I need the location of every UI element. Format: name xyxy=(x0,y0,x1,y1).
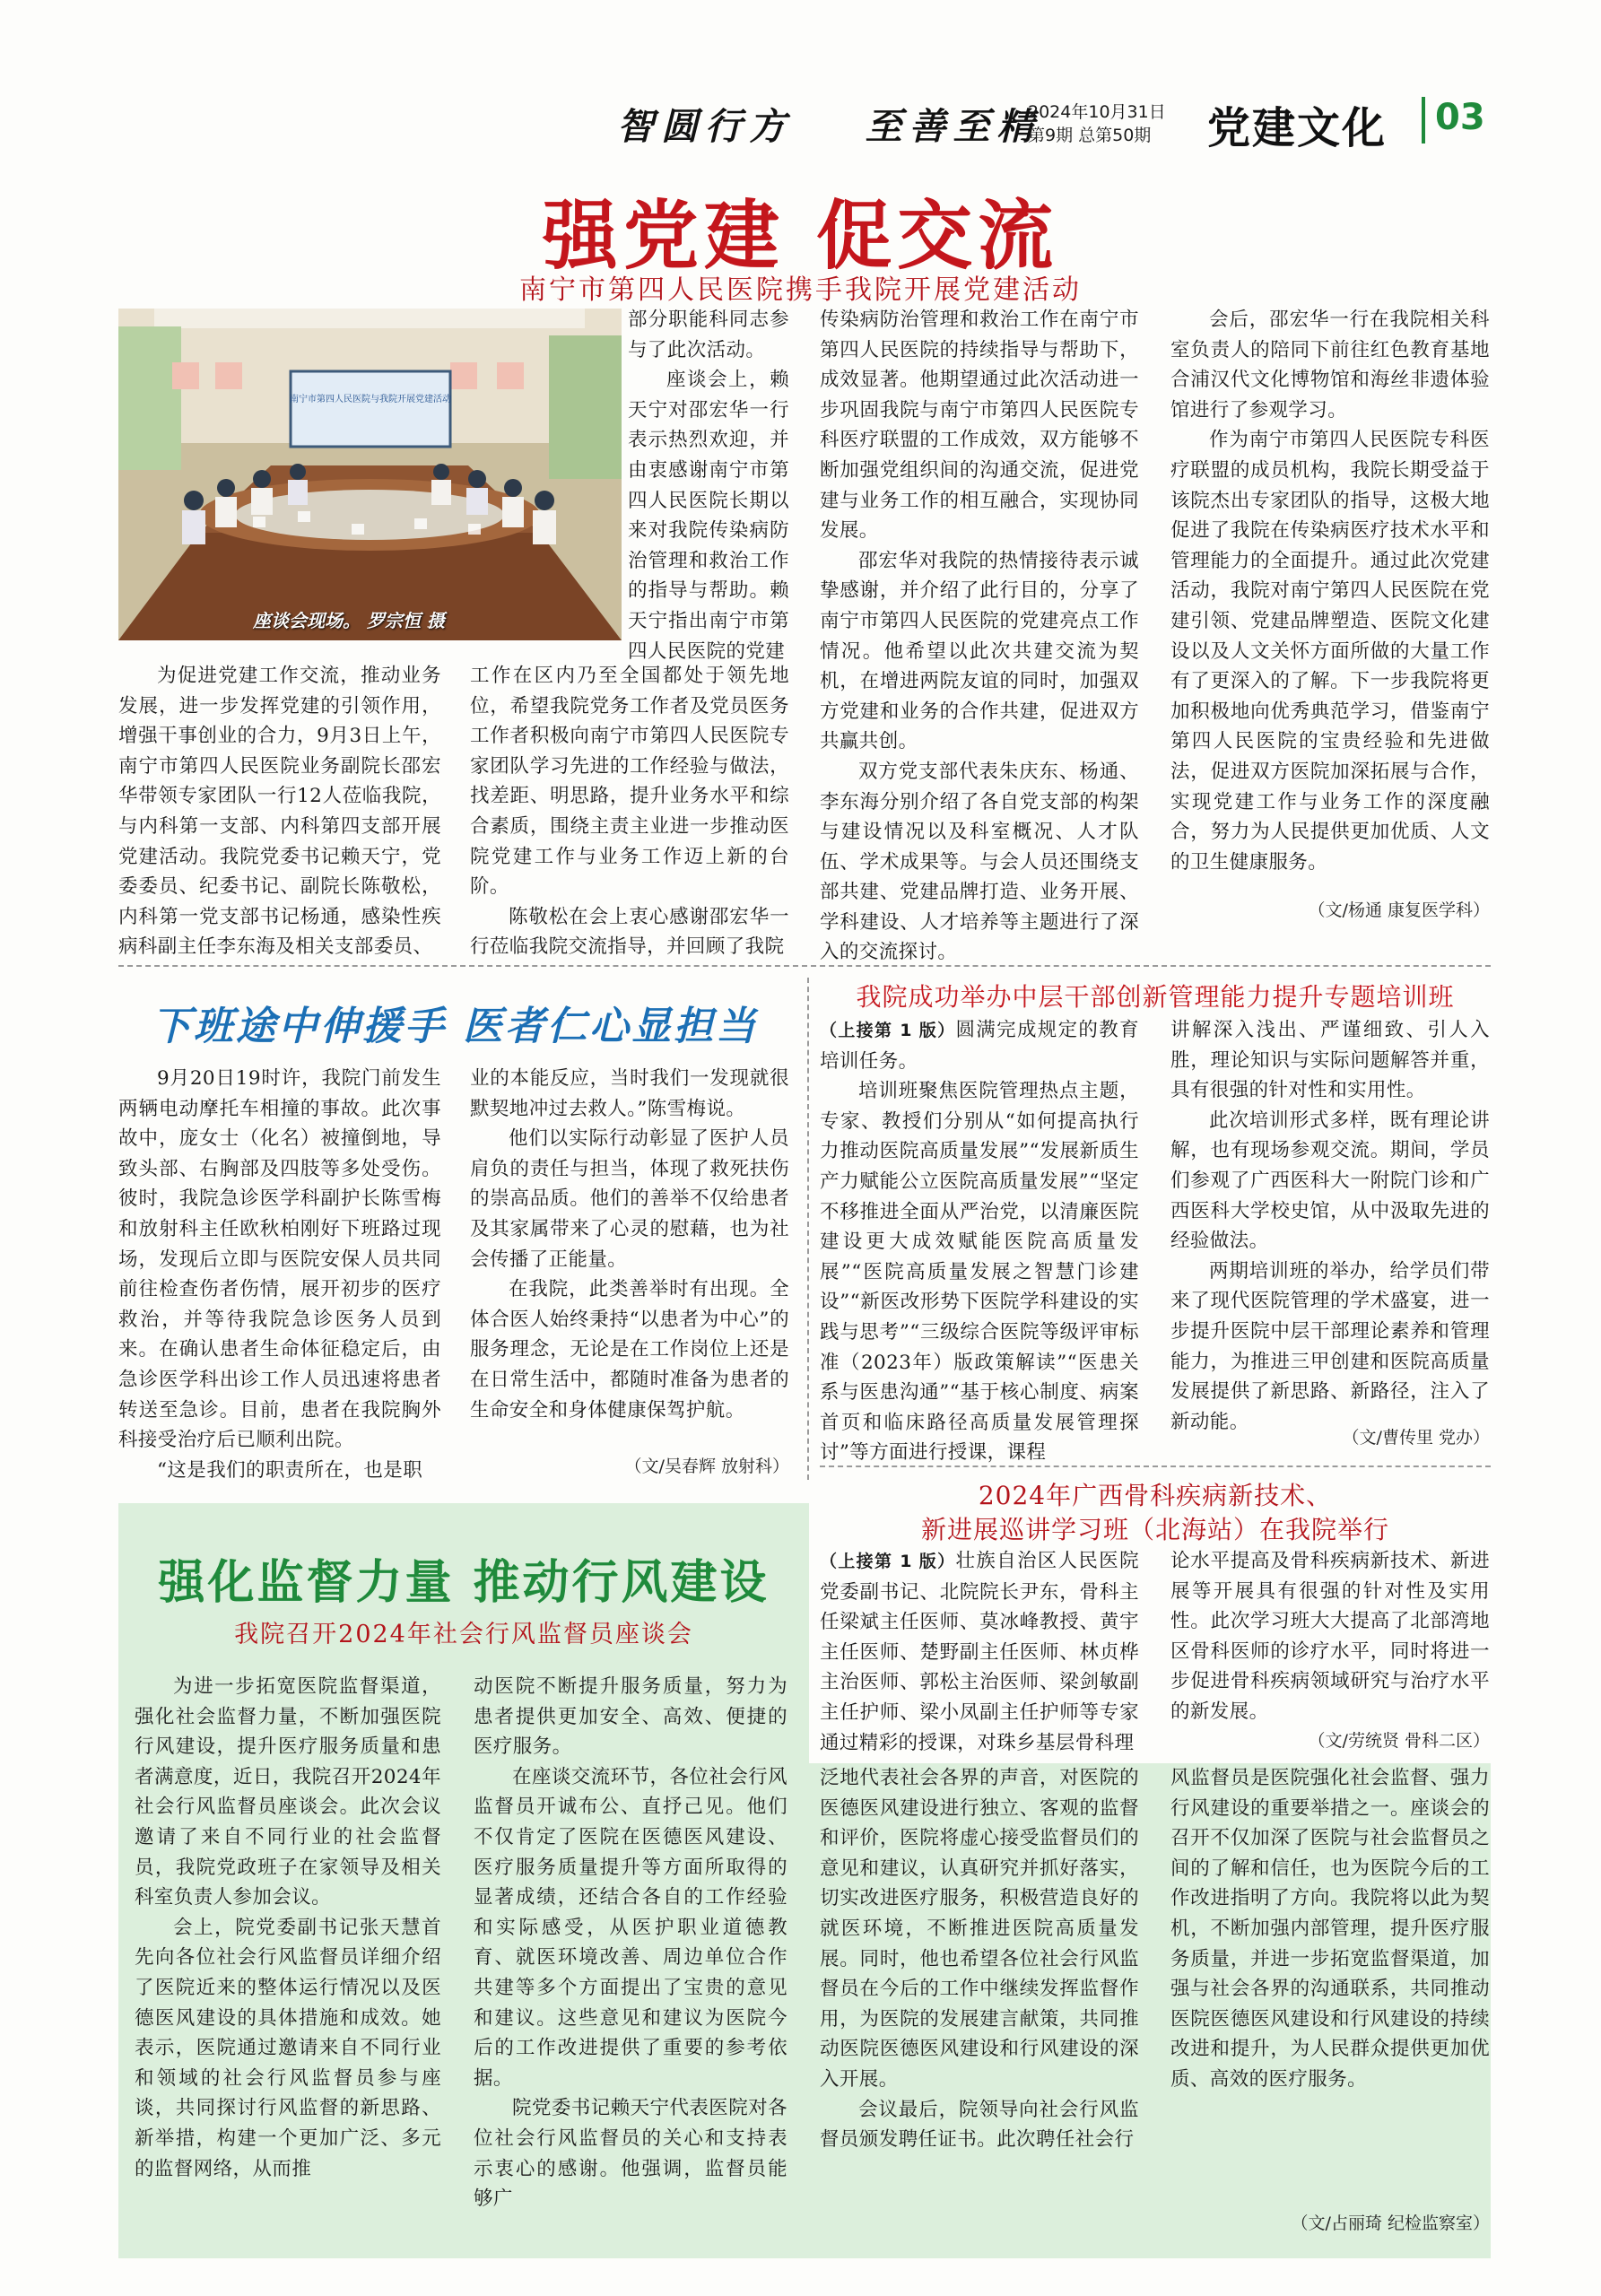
article2-paragraph: 业的本能反应，当时我们一发现就很默契地冲过去救人。”陈雪梅说。 xyxy=(470,1067,789,1120)
article2-paragraph: 在我院，此类善举时有出现。全体合医人始终秉持“以患者为中心”的服务理念，无论是在工作岗位上还是在日常生活中，都随时准备为患者的生命安全和身体健康保驾护航。 xyxy=(470,1278,789,1422)
article5-paragraph: 为进一步拓宽医院监督渠道，强化社会监督力量，不断加强医院行风建设，提升医疗服务质量和患者满意度，近日，我院召开2024年社会行风监督员座谈会。此次会议邀请了来自不同行业的社会监督员，我院党政班子在家领导及相关科室负责人参加会议。 xyxy=(135,1675,441,1909)
article2-col2 xyxy=(470,1064,789,1440)
article4-title-line2: 新进展巡讲学习班（北海站）在我院举行 xyxy=(920,1515,1389,1544)
article1-paragraph: 座谈会上，赖天宁对邵宏华一行表示热烈欢迎，并由衷感谢南宁市第四人民医院长期以来对我院传染病防治管理和救治工作的指导与帮助。赖天宁指出南宁市第四人民医院的党建 xyxy=(628,369,789,663)
article5-col1 xyxy=(135,1672,441,2255)
article5-col2 xyxy=(474,1672,787,2255)
masthead-slogan xyxy=(617,97,1041,150)
article5-credit: （文/占丽琦 纪检监察室） xyxy=(1291,2213,1490,2233)
article1-col3 xyxy=(820,305,1139,964)
article4-paragraph: 论水平提高及骨科疾病新技术、新进展等开展具有很强的针对性及实用性。此次学习班大大提高了北部湾地区骨科医师的诊疗水平，同时将进一步促进骨科疾病领域研究与治疗水平的新发展。 xyxy=(1170,1550,1490,1723)
article2-title: 下班途中伸援手 医者仁心显担当 xyxy=(151,1004,759,1049)
article4-lead-text: 壮族自治区人民医院党委副书记、北院院长尹东，骨科主任梁斌主任医师、莫冰峰教授、黄宇主任医师、楚野副主任医师、林贞桦主治医师、郭松主治医师、梁剑敏副主任护师、梁小凤副主任护师等专家通过精彩的授课，对珠乡基层骨科理 xyxy=(820,1550,1139,1754)
article5-col4 xyxy=(1170,1763,1490,2176)
article3-credit: （文/曹传里 党办） xyxy=(1342,1428,1490,1448)
article3-paragraph: 讲解深入浅出、严谨细致、引人入胜，理论知识与实际问题解答并重，具有很强的针对性和实用性。 xyxy=(1170,1019,1490,1102)
article1-paragraph: 为促进党建工作交流，推动业务发展，进一步发挥党建的引领作用，增强干事创业的合力，9月3日上午，南宁市第四人民医院业务副院长邵宏华带领专家团队一行12人莅临我院，与内科第一支部、内科第四支部开展党建活动。我院党委书记赖天宁，党委委员、纪委书记、副院长陈敬松，内科第一党支部书记杨通，感染性疾病科副主任李东海及相关支部委员、 xyxy=(118,665,441,959)
meeting-photo-illustration xyxy=(118,309,622,640)
divider-horizontal-2 xyxy=(820,1465,1491,1467)
article2-paragraph: 他们以实际行动彰显了医护人员肩负的责任与担当，体现了救死扶伤的崇高品质。他们的善举不仅给患者及其家属带来了心灵的慰藉，也为社会传播了正能量。 xyxy=(470,1127,789,1271)
article2-col1 xyxy=(118,1064,441,1485)
slogan-2: 至善至精 xyxy=(865,105,1041,148)
article4-col1 xyxy=(820,1546,1139,1761)
masthead xyxy=(0,0,1601,166)
article4-col2 xyxy=(1170,1546,1490,1723)
article5-paragraph: 泛地代表社会各界的声音，对医院的医德医风建设进行独立、客观的监督和评价，医院将虚心接受监督员们的意见和建议，认真研究并抓好落实，切实改进医疗服务，积极营造良好的就医环境，不断推进医院高质量发展。同时，他也希望各位社会行风监督员在今后的工作中继续发挥监督作用，为医院的发展建言献策，共同推动医院医德医风建设和行风建设的深入开展。 xyxy=(820,1767,1139,2091)
masthead-divider xyxy=(1422,97,1425,144)
article3-col2 xyxy=(1170,1015,1490,1433)
article3-paragraph: 此次培训形式多样，既有理论讲解，也有现场参观交流。期间，学员们参观了广西医科大一附院门诊和广西医科大学校史馆，从中汲取先进的经验做法。 xyxy=(1170,1109,1490,1253)
article2-paragraph: 9月20日19时许，我院门前发生两辆电动摩托车相撞的事故。此次事故中，庞女士（化名）被撞倒地，导致头部、右胸部及四肢等多处受伤。彼时，我院急诊医学科副护长陈雪梅和放射科主任欧秋柏刚好下班路过现场，发现后立即与医院安保人员共同前往检查伤者伤情，展开初步的医疗救治，并等待我院急诊医务人员到来。在确认患者生命体征稳定后，由急诊医学科出诊工作人员迅速将患者转送至急诊。目前，患者在我院胸外科接受治疗后已顺利出院。 xyxy=(118,1067,441,1452)
article1-title: 强党建 促交流 xyxy=(542,192,1059,280)
article1-paragraph: 部分职能科同志参与了此次活动。 xyxy=(628,309,789,361)
article3-paragraph: 两期培训班的举办，给学员们带来了现代医院管理的学术盛宴，进一步提升医院中层干部理论素养和管理能力，为推进三甲创建和医院高质量发展提供了新思路、新路径，注入了新动能。 xyxy=(1170,1259,1490,1433)
article5-paragraph: 院党委书记赖天宁代表医院对各位社会行风监督员的关心和支持表示衷心的感谢。他强调，监督员能够广 xyxy=(474,2097,787,2211)
article1-paragraph: 陈敬松在会上衷心感谢邵宏华一行莅临我院交流指导，并回顾了我院 xyxy=(470,905,789,959)
article4-title-line1: 2024年广西骨科疾病新技术、 xyxy=(978,1481,1333,1510)
article3-lead-text: 圆满完成规定的教育培训任务。 xyxy=(820,1019,1139,1073)
article3-col1 xyxy=(820,1015,1139,1465)
section-name: 党建文化 xyxy=(1207,103,1388,153)
article5-subtitle: 我院召开2024年社会行风监督员座谈会 xyxy=(234,1621,693,1648)
article1-col1-bottom xyxy=(118,661,441,957)
article1-subtitle: 南宁市第四人民医院携手我院开展党建活动 xyxy=(519,274,1082,306)
article5-paragraph: 在座谈交流环节，各位社会行风监督员开诚布公、直抒己见。他们不仅肯定了医院在医德医风建设、医疗服务质量提升等方面所取得的显著成绩，还结合各自的工作经验和实际感受，从医护职业道德教育、就医环境改善、周边单位合作共建等多个方面提出了宝贵的意见和建议。这些意见和建议为医院今后的工作改进提供了重要的参考依据。 xyxy=(474,1765,787,2090)
article3-lead: （上接第 1 版） xyxy=(820,1021,956,1040)
article2-paragraph: “这是我们的职责所在，也是职 xyxy=(157,1458,423,1482)
article1-paragraph: 会后，邵宏华一行在我院相关科室负责人的陪同下前往红色教育基地合浦汉代文化博物馆和海丝非遗体验馆进行了参观学习。 xyxy=(1170,309,1490,422)
issue-date: 2024年10月31日 xyxy=(1028,102,1166,122)
article4-paragraph xyxy=(820,1546,1139,1758)
article1-photo xyxy=(118,309,622,640)
photo-screen-text: 南宁市第四人民医院与我院开展党建活动 xyxy=(290,395,451,404)
slogan-1: 智圆行方 xyxy=(617,105,793,148)
article4-lead: （上接第 1 版） xyxy=(820,1552,956,1571)
article1-credit: （文/杨通 康复医学科） xyxy=(1308,900,1490,920)
divider-vertical xyxy=(807,978,809,1480)
issue-number: 第9期 总第50期 xyxy=(1028,126,1152,145)
article3-paragraph xyxy=(820,1015,1139,1076)
article1-paragraph: 工作在区内乃至全国都处于领先地位，希望我院党务工作者及党员医务工作者积极向南宁市第四人民医院专家团队学习先进的工作经验与做法，找差距、明思路，提升业务水平和综合素质，围绕主责主业进一步推动医院党建工作与业务工作迈上新的台阶。 xyxy=(470,665,789,899)
article1-col1-side xyxy=(628,305,789,663)
article1-paragraph: 传染病防治管理和救治工作在南宁市第四人民医院的持续指导与帮助下，成效显著。他期望通过此次活动进一步巩固我院与南宁市第四人民医院专科医疗联盟的工作成效，双方能够不断加强党组织间的沟通交流，促进党建与业务工作的相互融合，实现协同发展。 xyxy=(820,309,1139,543)
article5-title: 强化监督力量 推动行风建设 xyxy=(158,1556,770,1610)
article2-credit: （文/吴春辉 放射科） xyxy=(624,1457,789,1476)
article5-paragraph: 风监督员是医院强化社会监督、强力行风建设的重要举措之一。座谈会的召开不仅加深了医院与社会监督员之间的了解和信任，也为医院今后的工作改进指明了方向。我院将以此为契机，不断加强内部管理，提升医疗服务质量，并进一步拓宽监督渠道，加强与社会各界的沟通联系，共同推动医院医德医风建设和行风建设的持续改进和提升，为人民群众提供更加优质、高效的医疗服务。 xyxy=(1170,1767,1490,2091)
divider-horizontal-1 xyxy=(118,965,1491,967)
article3-paragraph: 培训班聚焦医院管理热点主题，专家、教授们分别从“如何提高执行力推动医院高质量发展”“发展新质生产力赋能公立医院高质量发展”“坚定不移推进全面从严治党，以清廉医院建设更大成效赋能医院高质量发展”“医院高质量发展之智慧门诊建设”“新医改形势下医院学科建设的实践与思考”“三级综合医院等级评审标准（2023年）版政策解读”“医患关系与医患沟通”“基于核心制度、病案首页和临床路径高质量发展管理探讨”等方面进行授课，课程 xyxy=(820,1080,1139,1465)
article5-paragraph: 会上，院党委副书记张天慧首先向各位社会行风监督员详细介绍了医院近来的整体运行情况以及医德医风建设的具体措施和成效。她表示，医院通过邀请来自不同行业和领域的社会行风监督员参与座谈，共同探讨行风监督的新思路、新举措，构建一个更加广泛、多元的监督网络，从而推 xyxy=(135,1916,441,2180)
article4-credit: （文/劳统贤 骨科二区） xyxy=(1308,1731,1490,1751)
article5-col3 xyxy=(820,1763,1139,2252)
page-number: 03 xyxy=(1435,97,1485,138)
article3-title: 我院成功举办中层干部创新管理能力提升专题培训班 xyxy=(856,982,1455,1012)
article5-paragraph: 会议最后，院领导向社会行风监督员颁发聘任证书。此次聘任社会行 xyxy=(820,2098,1139,2152)
article1-paragraph: 作为南宁市第四人民医院专科医疗联盟的成员机构，我院长期受益于该院杰出专家团队的指导，这极大地促进了我院在传染病医疗技术水平和管理能力的全面提升。通过此次党建活动，我院对南宁第四人民医院在党建引领、党建品牌塑造、医院文化建设以及人文关怀方面所做的大量工作有了更深入的了解。下一步我院将更加积极地向优秀典范学习，借鉴南宁第四人民医院的宝贵经验和先进做法，促进双方医院加深拓展与合作，实现党建工作与业务工作的深度融合，努力为人民提供更加优质、人文的卫生健康服务。 xyxy=(1170,429,1490,874)
article1-col2 xyxy=(470,661,789,957)
article5-paragraph: 动医院不断提升服务质量，努力为患者提供更加安全、高效、便捷的医疗服务。 xyxy=(474,1675,787,1759)
article1-paragraph: 邵宏华对我院的热情接待表示诚挚感谢，并介绍了此行目的，分享了南宁市第四人民医院的党建亮点工作情况。他希望以此次共建交流为契机，在增进两院友谊的同时，加强双方党建和业务的合作共建，促进双方共赢共创。 xyxy=(820,549,1139,753)
article1-col4 xyxy=(1170,305,1490,879)
article1-paragraph: 双方党支部代表朱庆东、杨通、李东海分别介绍了各自党支部的构架与建设情况以及科室概况、人才队伍、学术成果等。与会人员还围绕支部共建、党建品牌打造、业务开展、学科建设、人才培养等主题进行了深入的交流探讨。 xyxy=(820,760,1139,964)
photo-caption: 座谈会现场。 罗宗恒 摄 xyxy=(253,610,445,631)
